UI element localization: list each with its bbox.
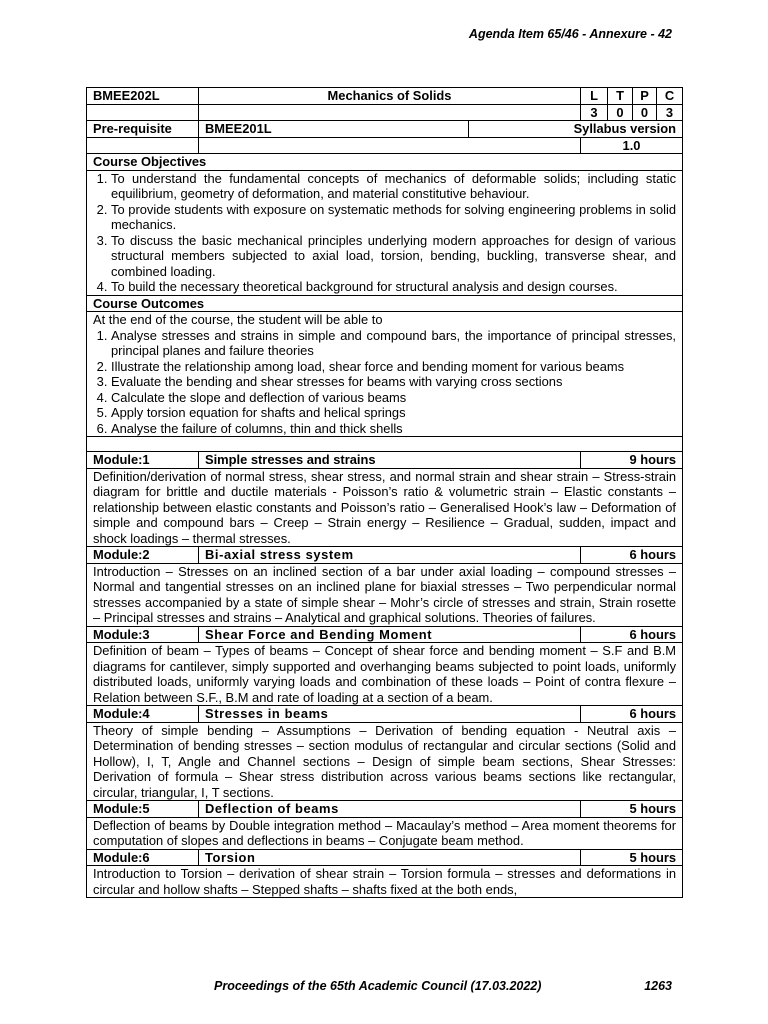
page-header: Agenda Item 65/46 - Annexure - 42 bbox=[468, 27, 672, 41]
module-content: Definition of beam – Types of beams – Concept of shear force and bending moment – S.F and B.M diagrams for cantilever, simply supported and overhanging beams subjected to point loads, uniformly distributed loads, uniformly varying loads and combination of these loads – Point of contra flexure – Relation between S.F., B.M and rate of loading at a section of a beam. bbox=[87, 643, 683, 706]
outcome-item: 6. Analyse the failure of columns, thin and thick shells bbox=[111, 421, 676, 437]
module-label: Module:1 bbox=[87, 452, 199, 469]
objective-item: 2. To provide students with exposure on systematic methods for solving engineering problems in solid mechanics. bbox=[111, 202, 676, 233]
module-hours: 5 hours bbox=[581, 849, 683, 866]
outcome-item: 5. Apply torsion equation for shafts and helical springs bbox=[111, 405, 676, 421]
module-label: Module:4 bbox=[87, 706, 199, 723]
page-number: 1263 bbox=[644, 979, 672, 993]
prereq-value: BMEE201L bbox=[199, 121, 469, 138]
empty-cell bbox=[87, 137, 199, 154]
module-title: Shear Force and Bending Moment bbox=[199, 626, 581, 643]
outcomes-intro: At the end of the course, the student will be able to bbox=[93, 312, 383, 327]
module-content: Introduction to Torsion – derivation of shear strain – Torsion formula – stresses and deformations in circular and hollow shafts – Stepped shafts – shafts fixed at the both ends, bbox=[87, 866, 683, 898]
module-hours: 6 hours bbox=[581, 626, 683, 643]
course-title: Mechanics of Solids bbox=[199, 88, 581, 105]
spacer-row bbox=[87, 437, 683, 452]
module-hours: 6 hours bbox=[581, 547, 683, 564]
objective-item: 3. To discuss the basic mechanical principles underlying modern approaches for design of various structural members subjected to axial load, torsion, bending, buckling, transverse shear, and combined loading. bbox=[111, 233, 676, 280]
syllabus-version-label: Syllabus version bbox=[469, 121, 683, 138]
module-title: Simple stresses and strains bbox=[199, 452, 581, 469]
module-content: Deflection of beams by Double integration method – Macaulay’s method – Area moment theorems for computation of slopes and deflections in beams – Conjugate beam method. bbox=[87, 817, 683, 849]
objectives-cell bbox=[87, 170, 683, 295]
module-hours: 5 hours bbox=[581, 801, 683, 818]
module-label: Module:6 bbox=[87, 849, 199, 866]
module-title: Torsion bbox=[199, 849, 581, 866]
syllabus-version-value: 1.0 bbox=[581, 137, 683, 154]
course-code: BMEE202L bbox=[87, 88, 199, 105]
module-content: Theory of simple bending – Assumptions – Derivation of bending equation - Neutral axis – Determination of bending stresses – section modulus of rectangular and circular sections (Solid and Hollow), I, T, Angle and Channel sections – Design of simple beam sections, Shear Stresses: Derivation of formula – Shear stress distribution across various beams sections like rectangular, circular, triangular, I, T sections. bbox=[87, 722, 683, 801]
ltpc-label-l: L bbox=[581, 88, 608, 105]
objective-item: 1. To understand the fundamental concepts of mechanics of deformable solids; including static equilibrium, geometry of deformation, and material constitutive behaviour. bbox=[111, 171, 676, 202]
ltpc-value-c: 3 bbox=[657, 104, 683, 121]
outcome-item: 2. Illustrate the relationship among load, shear force and bending moment for various beams bbox=[111, 359, 676, 375]
ltpc-label-t: T bbox=[608, 88, 633, 105]
outcomes-list bbox=[93, 328, 676, 437]
outcomes-cell bbox=[87, 312, 683, 437]
module-hours: 6 hours bbox=[581, 706, 683, 723]
module-label: Module:2 bbox=[87, 547, 199, 564]
objectives-heading: Course Objectives bbox=[87, 154, 683, 171]
page-footer: Proceedings of the 65th Academic Council (17.03.2022) bbox=[214, 979, 542, 993]
objective-item: 4. To build the necessary theoretical background for structural analysis and design courses. bbox=[111, 279, 676, 295]
module-label: Module:5 bbox=[87, 801, 199, 818]
ltpc-value-t: 0 bbox=[608, 104, 633, 121]
empty-cell bbox=[199, 104, 581, 121]
module-title: Stresses in beams bbox=[199, 706, 581, 723]
ltpc-label-p: P bbox=[633, 88, 657, 105]
ltpc-value-p: 0 bbox=[633, 104, 657, 121]
objectives-list bbox=[93, 171, 676, 295]
module-title: Deflection of beams bbox=[199, 801, 581, 818]
ltpc-label-c: C bbox=[657, 88, 683, 105]
module-content: Introduction – Stresses on an inclined section of a bar under axial loading – compound stresses – Normal and tangential stresses on an inclined plane for biaxial stresses – Two perpendicular normal stresses accompanied by a state of simple shear – Mohr’s circle of stresses and strain, Strain rosette – Principal stresses and strains – Analytical and graphical solutions. Theories of failures. bbox=[87, 563, 683, 626]
ltpc-value-l: 3 bbox=[581, 104, 608, 121]
module-content: Definition/derivation of normal stress, shear stress, and normal strain and shear strain – Stress-strain diagram for brittle and ductile materials - Poisson’s ratio & volumetric strain – Elastic constants – relationship between elastic constants and Poisson’s ratio – Generalised Hook’s law – Deformation of simple and compound bars – Creep – Strain energy – Resilience – Gradual, sudden, impact and shock loadings – thermal stresses. bbox=[87, 468, 683, 547]
empty-cell bbox=[87, 104, 199, 121]
prereq-label: Pre-requisite bbox=[87, 121, 199, 138]
empty-cell bbox=[199, 137, 581, 154]
outcome-item: 1. Analyse stresses and strains in simple and compound bars, the importance of principal stresses, principal planes and failure theories bbox=[111, 328, 676, 359]
outcome-item: 4. Calculate the slope and deflection of various beams bbox=[111, 390, 676, 406]
module-hours: 9 hours bbox=[581, 452, 683, 469]
outcomes-heading: Course Outcomes bbox=[87, 295, 683, 312]
module-label: Module:3 bbox=[87, 626, 199, 643]
module-title: Bi-axial stress system bbox=[199, 547, 581, 564]
syllabus-table bbox=[86, 87, 683, 898]
outcome-item: 3. Evaluate the bending and shear stresses for beams with varying cross sections bbox=[111, 374, 676, 390]
